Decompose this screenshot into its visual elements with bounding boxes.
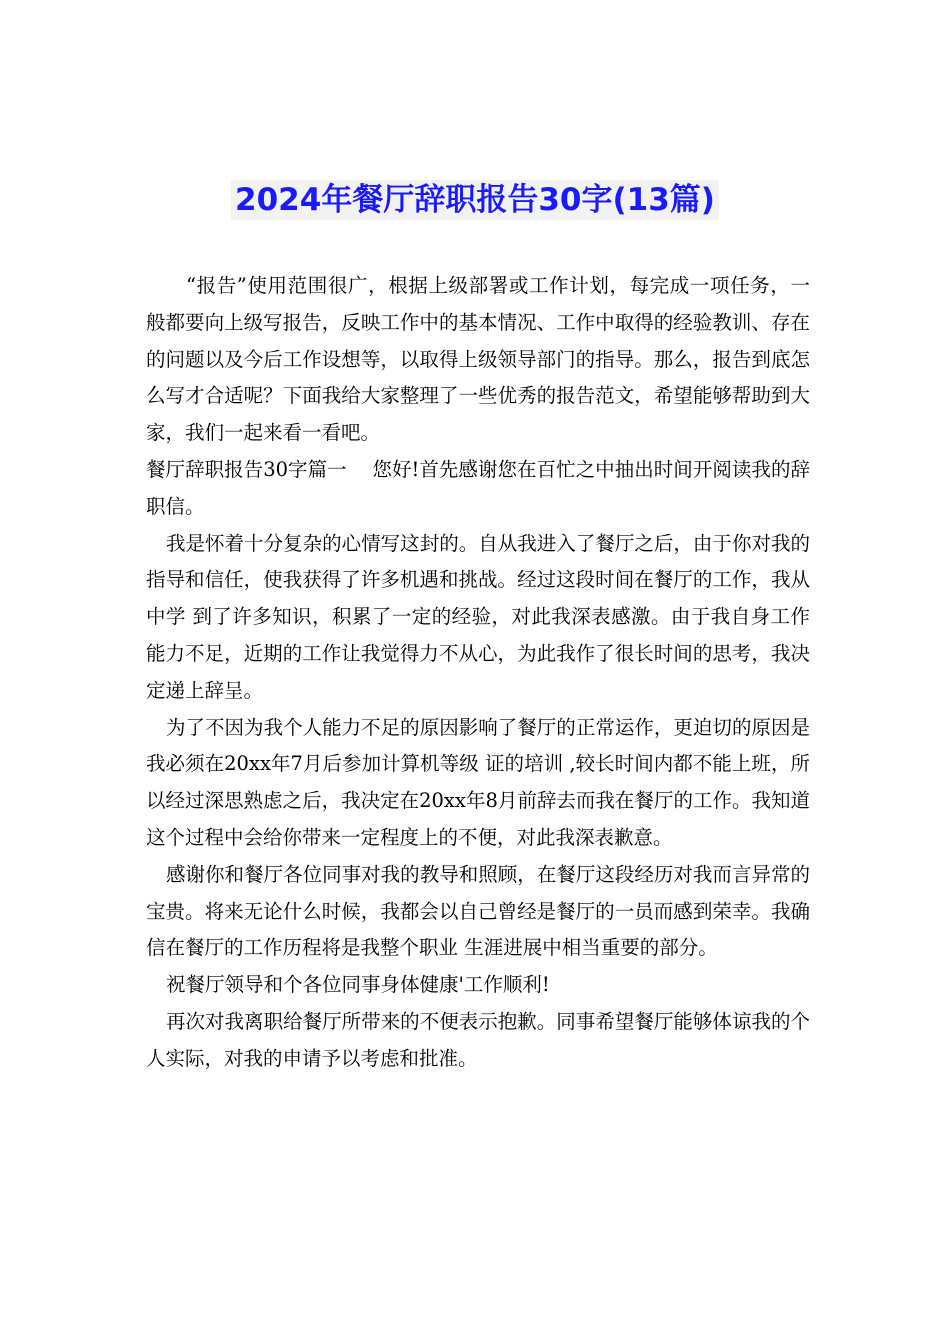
intro-paragraph: “报告”使用范围很广，根据上级部署或工作计划，每完成一项任务，一般都要向上级写报告，反映工作中的基本情况、工作中取得的经验教训、存在的问题以及今后工作设想等，以取得上级领导部门的指导。那么，报告到底怎么写才合适呢？下面我给大家整理了一些优秀的报告范文，希望能够帮助到大家，我们一起来看一看吧。 <box>146 274 810 445</box>
body-paragraph-3: 感谢你和餐厅各位同事对我的教导和照顾，在餐厅这段经历对我而言异常的宝贵。将来无论什么时候，我都会以自己曾经是餐厅的一员而感到荣幸。我确信在餐厅的工作历程将是我整个职业 生涯进展中相当重要的部分。 <box>146 862 810 960</box>
document-body <box>146 268 810 1078</box>
closing-paragraph: 再次对我离职给餐厅所带来的不便表示抱歉。同事希望餐厅能够体谅我的个人实际，对我的申请予以考虑和批准。 <box>146 1009 810 1070</box>
wishes-paragraph: 祝餐厅领导和个各位同事身体健康'工作顺利! <box>166 973 550 997</box>
title-container <box>0 180 950 220</box>
document-title: 2024年餐厅辞职报告30字(13篇) <box>231 180 719 220</box>
section-heading-paragraph: 餐厅辞职报告30字篇一 您好!首先感谢您在百忙之中抽出时间开阅读我的辞职信。 <box>146 457 810 518</box>
body-paragraph-2: 为了不因为我个人能力不足的原因影响了餐厅的正常运作，更迫切的原因是我必须在20xx年7月后参加计算机等级 证的培训 ,较长时间内都不能上班，所以经过深思熟虑之后，我决定在20xx年8月前辞去而我在餐厅的工作。我知道这个过程中会给你带来一定程度上的不便，对此我深表歉意。 <box>146 715 810 849</box>
body-paragraph-1: 我是怀着十分复杂的心情写这封的。自从我进入了餐厅之后，由于你对我的指导和信任，使我获得了许多机遇和挑战。经过这段时间在餐厅的工作，我从中学 到了许多知识，积累了一定的经验，对此我深表感激。由于我自身工作能力不足，近期的工作让我觉得力不从心，为此我作了很长时间的思考，我决定递上辞呈。 <box>146 531 810 702</box>
